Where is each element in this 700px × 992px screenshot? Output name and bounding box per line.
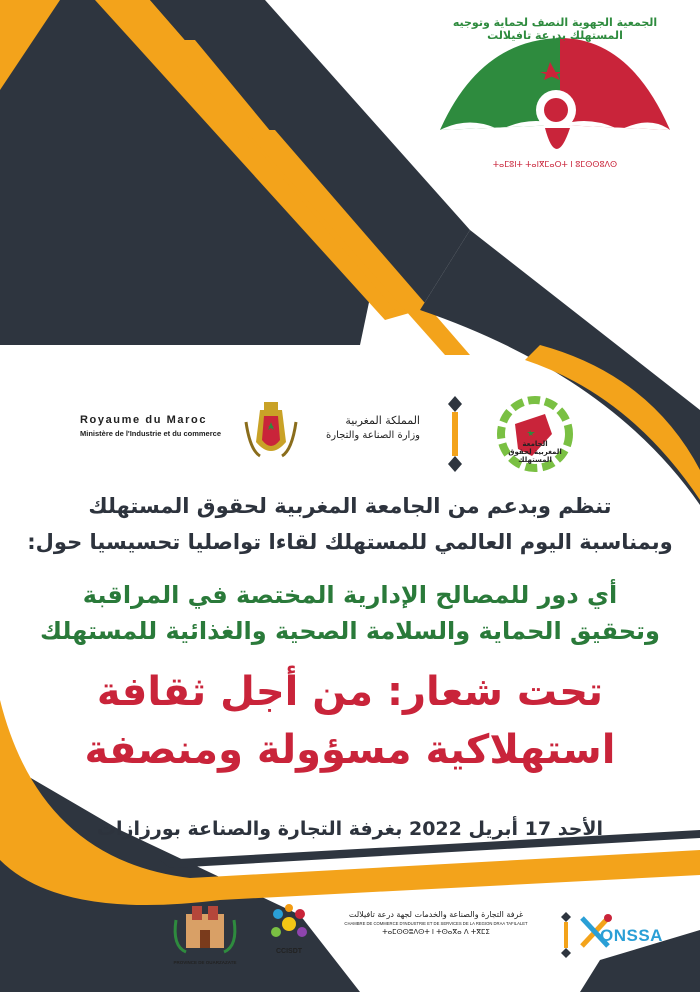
morocco-title-ar: المملكة المغربية <box>345 414 420 427</box>
association-tifinagh-text: ⵜⴰⵎⵓⵏⵜ ⵜⴰⵏⴳⵎⴰⵔⵜ ⵏ ⵓⵎⵙⵙⵓⴷⵙ <box>492 160 618 169</box>
intro-line-1: تنظم وبدعم من الجامعة المغربية لحقوق المستهلك <box>88 494 612 518</box>
chamber-text-block <box>318 910 554 936</box>
consumer-league-logo <box>490 394 580 474</box>
province-logo <box>170 900 240 970</box>
kasbah-icon <box>170 900 240 956</box>
slogan-line-1: تحت شعار: من أجل ثقافة <box>96 669 604 715</box>
ccisdt-logo <box>266 904 312 964</box>
onssa-logo <box>578 912 688 958</box>
separator-divider <box>448 396 462 472</box>
ccisdt-label: CCISDT <box>275 948 303 955</box>
chamber-title-fr: CHAMBRE DE COMMERCE D'INDUSTRIE ET DE SERVICES DE LA REGION DRAA TAFILALET <box>344 921 528 926</box>
event-date: الأحد 17 أبريل 2022 بغرفة التجارة والصناعة بورزازات <box>96 818 604 840</box>
coat-of-arms-icon <box>242 402 300 464</box>
ministry-title-ar: وزارة الصناعة والتجارة <box>326 430 420 441</box>
association-arc-text: الجمعية الجهوية النصف لحماية وتوجيه المستهلك بدرعة تافيلالت <box>452 16 658 42</box>
ccisdt-star-icon <box>266 904 312 944</box>
association-logo <box>420 10 690 185</box>
morocco-title-fr: Royaume du Maroc <box>80 414 208 426</box>
footer-separator <box>561 912 571 958</box>
intro-line-2: وبمناسبة اليوم العالمي للمستهلك لقاءا تواصليا تحسيسيا حول: <box>27 530 673 554</box>
slogan-line-2: استهلاكية مسؤولة ومنصفة <box>84 727 616 773</box>
onssa-label: ONSSA <box>600 926 663 945</box>
chamber-title-tifinagh: ⵜⴰⵎⵙⵙⵓⴷⵙⵜ ⵏ ⵜⵙⴰⴳⴰ ⴷ ⵜⴳⵎⵉ <box>382 928 490 936</box>
province-caption: PROVINCE DE OUARZAZATE <box>173 960 237 965</box>
topic-line-1: أي دور للمصالح الإدارية المختصة في المراقبة <box>82 581 618 609</box>
league-logo-text: الجامعة المغربية لحقوق المستهلك <box>508 440 562 464</box>
morocco-arabic-block <box>300 414 420 441</box>
topic-line-2: وتحقيق الحماية والسلامة الصحية والغذائية للمستهلك <box>40 617 660 645</box>
chamber-title-ar: غرفة التجارة والصناعة والخدمات لجهة درعة تافيلالت <box>348 910 524 919</box>
morocco-french-block <box>80 414 240 438</box>
ministry-title-fr: Ministère de l'Industrie et du commerce <box>80 429 221 438</box>
